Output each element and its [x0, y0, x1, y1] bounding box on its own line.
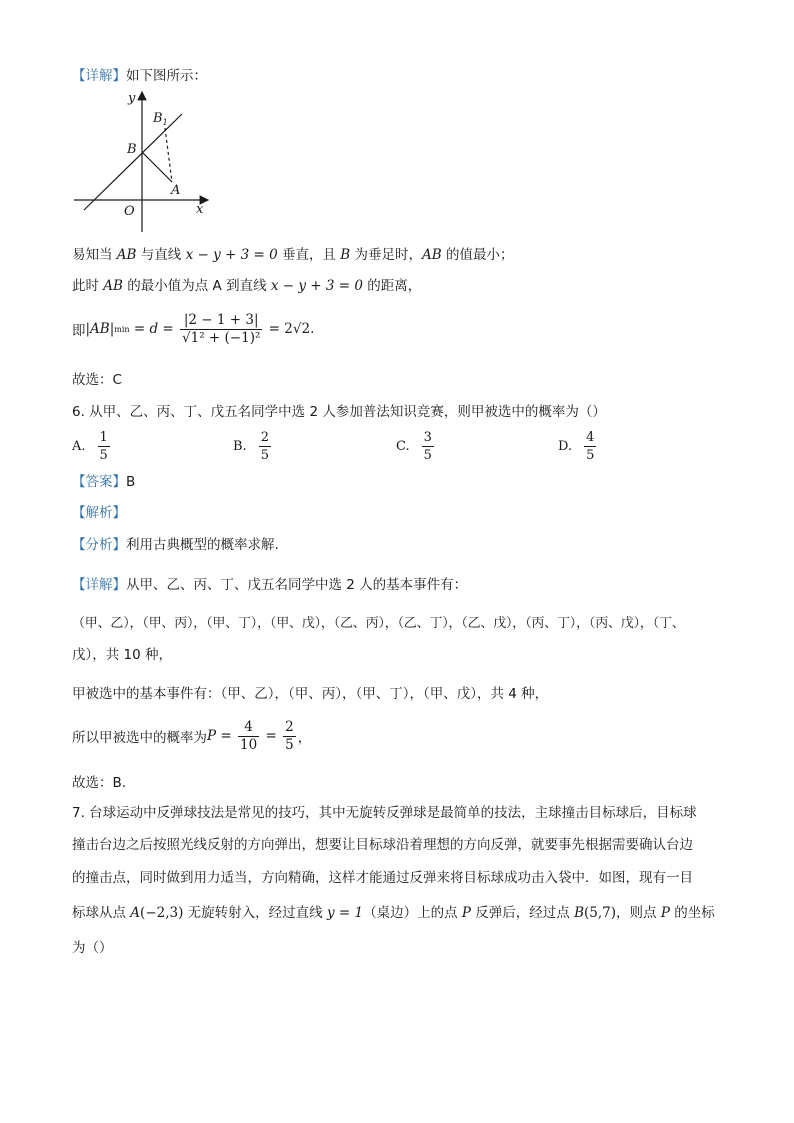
math-line-equation: x − y + 3 = 0 — [185, 247, 278, 263]
question-7-line-5: 为（） — [72, 940, 113, 956]
detail-heading-2 — [72, 575, 467, 595]
math-line-equation: x − y + 3 = 0 — [270, 278, 363, 294]
question-6-stem: 6. 从甲、乙、丙、丁、戊五名同学中选 2 人参加普法知识竞赛，则甲被选中的概率为（） — [72, 404, 606, 420]
math-B: B — [574, 905, 584, 921]
geometry-figure — [70, 86, 220, 236]
analysis-text: 利用古典概型的概率求解. — [126, 537, 279, 553]
choose-line-2: 故选：B. — [72, 775, 127, 791]
question-7-line-2: 撞击台边之后按照光线反射的方向弹出，想要让目标球沿着理想的方向反弹，就要事先根据需要确认台边 — [72, 837, 693, 853]
fraction-numerator: 4 — [244, 718, 253, 735]
text: 无旋转射入，经过直线 — [183, 905, 327, 921]
option-fraction — [584, 429, 596, 464]
radicand: 1² + (−1)² — [190, 329, 261, 346]
question-7-line-3: 的撞击点，同时做到用力适当，方向精确，这样才能通过反弹来将目标球成功击入袋中．如图，现有一目 — [72, 870, 693, 886]
option-label: D. — [558, 438, 573, 454]
option-C[interactable] — [396, 424, 436, 468]
fraction-numerator: 3 — [423, 429, 432, 445]
math-abs-AB: |AB| — [85, 321, 115, 337]
dashed-B1A — [165, 128, 172, 182]
choose-line-1: 故选：C — [72, 372, 122, 388]
math-B: B — [340, 247, 351, 263]
math-equals-d: = d = — [129, 321, 179, 337]
segment-BA — [142, 152, 172, 182]
explanation-line-1 — [72, 245, 513, 265]
text: 易知当 — [72, 247, 117, 263]
fraction-denominator: 5 — [260, 447, 269, 463]
fraction-numerator: 1 — [99, 429, 108, 445]
text: 的最小值为点 A 到直线 — [122, 278, 271, 294]
fraction-2-5 — [283, 719, 296, 754]
distance-formula — [72, 304, 314, 354]
answer-line — [72, 472, 135, 492]
fraction-4-10 — [238, 719, 259, 754]
math-A: A — [130, 905, 141, 921]
option-fraction — [422, 429, 434, 464]
option-label: C. — [396, 438, 410, 454]
text: ， — [297, 730, 312, 746]
option-B[interactable] — [233, 424, 273, 468]
text: 为垂足时， — [350, 247, 422, 263]
detail-text: 如下图所示： — [126, 68, 207, 84]
detail-heading-1 — [72, 66, 207, 86]
label-A: A — [171, 183, 181, 198]
text: ，则点 — [616, 905, 661, 921]
analysis-line — [72, 535, 279, 555]
question-7-line-4 — [72, 903, 715, 923]
option-A[interactable] — [72, 424, 112, 468]
option-fraction — [98, 429, 110, 464]
fraction-numerator: 4 — [586, 429, 595, 445]
explanation-line-2 — [72, 276, 421, 296]
math-B-coord: (5,7) — [584, 905, 617, 921]
answer-tag: 【答案】 — [72, 474, 126, 490]
analysis-tag: 【分析】 — [72, 537, 126, 553]
label-x: x — [196, 202, 204, 217]
math-P: P — [461, 905, 471, 921]
probability-line — [72, 714, 311, 758]
fraction-numerator: |2 − 1 + 3| — [183, 311, 259, 328]
fraction-numerator: 2 — [260, 429, 269, 445]
text: 与直线 — [136, 247, 186, 263]
math-AB: AB — [116, 247, 137, 263]
events-line-3: 甲被选中的基本事件有：（甲、乙），（甲、丙），（甲、丁），（甲、戊），共 4 种， — [72, 686, 549, 702]
option-D[interactable] — [558, 424, 598, 468]
math-P: P — [207, 728, 217, 744]
math-y-eq: y = 1 — [326, 905, 364, 921]
fraction-denominator: 5 — [586, 447, 595, 463]
option-fraction — [259, 429, 271, 464]
math-A-coord: (−2,3) — [140, 905, 184, 921]
math-AB: AB — [421, 247, 442, 263]
math-AB: AB — [103, 278, 123, 294]
answer-text: B — [126, 474, 136, 490]
text: 的坐标 — [669, 905, 715, 921]
detail-tag: 【详解】 — [72, 577, 126, 593]
text: （桌边）上的点 — [363, 905, 462, 921]
events-line-2: 戊），共 10 种， — [72, 647, 173, 663]
label-B: B — [127, 142, 137, 157]
detail-text: 从甲、乙、丙、丁、戊五名同学中选 2 人的基本事件有： — [126, 577, 468, 593]
text: 的距离， — [362, 278, 422, 294]
events-line-1: （甲、乙），（甲、丙），（甲、丁），（甲、戊），（乙、丙），（乙、丁），（乙、戊），（丙、丁），（丙、戊），（丁、 — [72, 616, 685, 631]
label-y: y — [128, 91, 136, 106]
math-result: = 2√2 — [264, 321, 311, 337]
label-B1: $B_1$ — [153, 111, 168, 127]
text: 反弹后，经过点 — [470, 905, 575, 921]
text: 所以甲被选中的概率为 — [72, 730, 207, 746]
option-label: A. — [72, 438, 86, 454]
text: 的值最小； — [441, 247, 514, 263]
fraction-numerator: 2 — [285, 718, 294, 735]
jiexi-tag: 【解析】 — [72, 505, 126, 521]
text: 此时 — [72, 278, 104, 294]
detail-tag: 【详解】 — [72, 68, 126, 84]
option-label: B. — [233, 438, 247, 454]
analysis-heading — [72, 503, 126, 523]
fraction-denominator: √1² + (−1)² — [182, 329, 261, 346]
text: . — [310, 321, 315, 337]
label-O: O — [124, 204, 135, 219]
line-x-y+3 — [84, 114, 182, 210]
math-equals: = — [216, 728, 236, 744]
math-min-subscript: min — [114, 324, 130, 334]
text: 垂直，且 — [277, 247, 341, 263]
distance-fraction — [180, 312, 262, 347]
fraction-denominator: 5 — [285, 736, 294, 753]
fraction-denominator: 5 — [99, 447, 108, 463]
text: 即 — [72, 323, 86, 339]
text: 标球从点 — [72, 905, 131, 921]
math-P: P — [660, 905, 670, 921]
fraction-denominator: 5 — [423, 447, 432, 463]
fraction-denominator: 10 — [240, 736, 258, 753]
math-equals: = — [261, 728, 282, 744]
question-7-line-1: 7. 台球运动中反弹球技法是常见的技巧，其中无旋转反弹球是最简单的技法，主球撞击目标球后，目标球 — [72, 805, 697, 821]
